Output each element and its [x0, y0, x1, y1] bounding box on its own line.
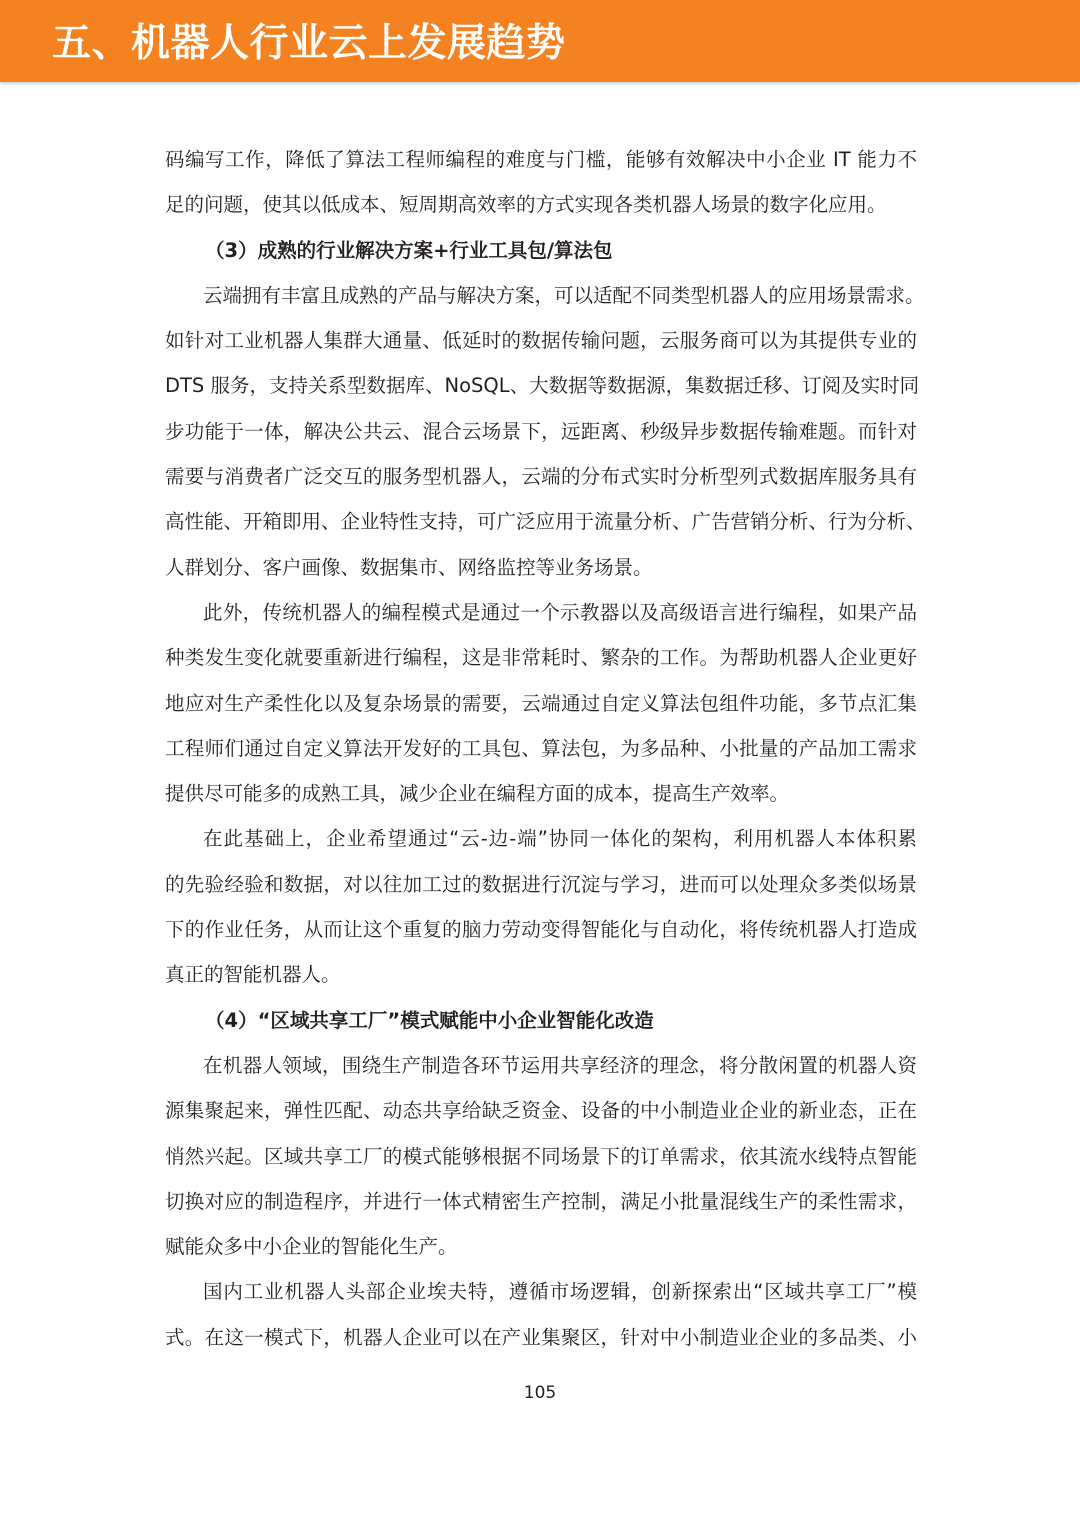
text-line: 工程师们通过自定义算法开发好的工具包、算法包，为多品种、小批量的产品加工需求	[165, 736, 917, 760]
text-line: 在此基础上，企业希望通过“云-边-端”协同一体化的架构，利用机器人本体积累	[203, 827, 917, 851]
text-line: 在机器人领域，围绕生产制造各环节运用共享经济的理念，将分散闲置的机器人资	[203, 1053, 917, 1077]
text-line: 式。在这一模式下，机器人企业可以在产业集聚区，针对中小制造业企业的多品类、小	[165, 1325, 917, 1349]
text-line: 国内工业机器人头部企业埃夫特，遵循市场逻辑，创新探索出“区域共享工厂”模	[203, 1280, 917, 1304]
text-line: 需要与消费者广泛交互的服务型机器人，云端的分布式实时分析型列式数据库服务具有	[165, 465, 917, 489]
text-line: 悄然兴起。区域共享工厂的模式能够根据不同场景下的订单需求，依其流水线特点智能	[165, 1144, 917, 1168]
section-title: 五、机器人行业云上发展趋势	[52, 21, 566, 66]
text-line: 真正的智能机器人。	[165, 963, 341, 987]
text-line: DTS 服务，支持关系型数据库、NoSQL、大数据等数据源，集数据迁移、订阅及实时同	[165, 374, 920, 398]
text-line: 的先验经验和数据，对以往加工过的数据进行沉淀与学习，进而可以处理众多类似场景	[165, 872, 917, 896]
subsection-heading-3: （3）成熟的行业解决方案+行业工具包/算法包	[205, 238, 613, 262]
text-line: 赋能众多中小企业的智能化生产。	[165, 1235, 458, 1259]
text-line: 源集聚起来，弹性匹配、动态共享给缺乏资金、设备的中小制造业企业的新业态，正在	[165, 1099, 917, 1123]
text-line: 下的作业任务，从而让这个重复的脑力劳动变得智能化与自动化，将传统机器人打造成	[165, 918, 917, 942]
text-line: 人群划分、客户画像、数据集市、网络监控等业务场景。	[165, 555, 653, 579]
text-line: 云端拥有丰富且成熟的产品与解决方案，可以适配不同类型机器人的应用场景需求。	[203, 283, 925, 307]
subsection-heading-4: （4）“区域共享工厂”模式赋能中小企业智能化改造	[205, 1008, 654, 1032]
section-header-bar	[0, 0, 1080, 82]
text-line: 此外，传统机器人的编程模式是通过一个示教器以及高级语言进行编程，如果产品	[203, 600, 917, 624]
text-line: 提供尽可能多的成熟工具，减少企业在编程方面的成本，提高生产效率。	[165, 782, 790, 806]
text-line: 步功能于一体，解决公共云、混合云场景下，远距离、秒级异步数据传输难题。而针对	[165, 419, 917, 443]
text-line: 足的问题，使其以低成本、短周期高效率的方式实现各类机器人场景的数字化应用。	[165, 193, 887, 217]
page-number: 105	[523, 1383, 557, 1403]
text-line: 种类发生变化就要重新进行编程，这是非常耗时、繁杂的工作。为帮助机器人企业更好	[165, 646, 917, 670]
page-body	[165, 137, 926, 1360]
text-line: 地应对生产柔性化以及复杂场景的需要，云端通过自定义算法包组件功能，多节点汇集	[165, 691, 917, 715]
text-line: 高性能、开箱即用、企业特性支持，可广泛应用于流量分析、广告营销分析、行为分析、	[165, 510, 926, 534]
text-line: 如针对工业机器人集群大通量、低延时的数据传输问题，云服务商可以为其提供专业的	[165, 329, 917, 353]
text-line: 码编写工作，降低了算法工程师编程的难度与门槛，能够有效解决中小企业 IT 能力不	[165, 148, 917, 171]
text-line: 切换对应的制造程序，并进行一体式精密生产控制，满足小批量混线生产的柔性需求，	[165, 1189, 917, 1213]
